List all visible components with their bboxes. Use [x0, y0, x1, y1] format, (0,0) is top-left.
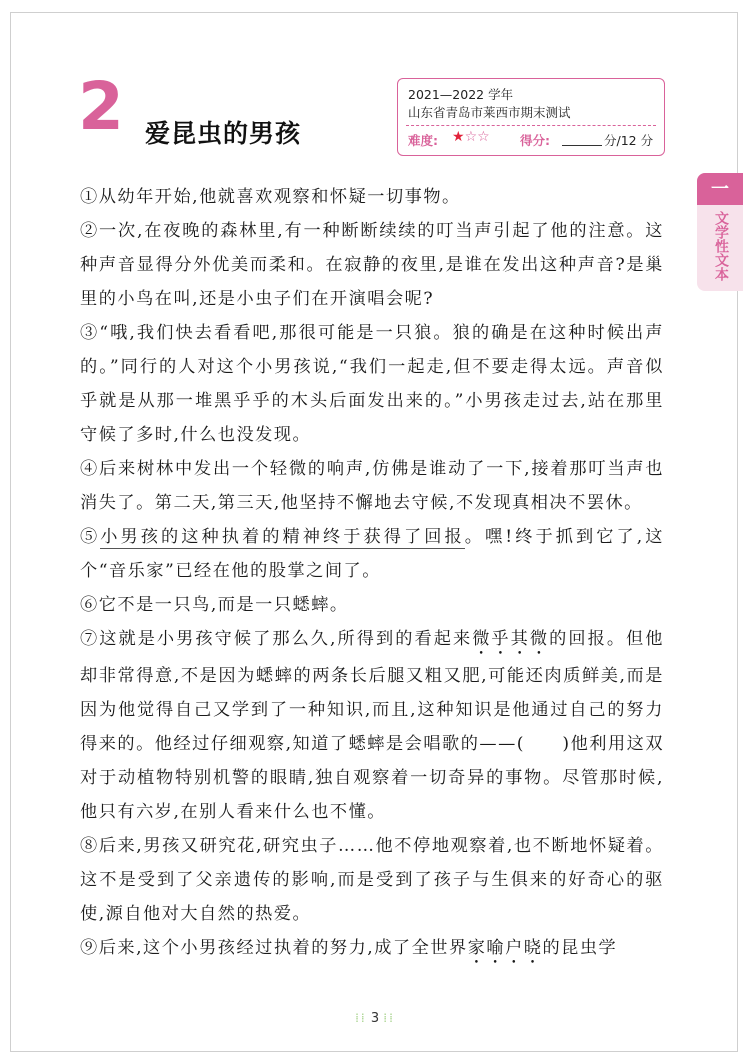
decor-left-icon: ⁞⁞: [355, 1011, 367, 1025]
paragraph-2: ②一次,在夜晚的森林里,有一种断断续续的叮当声引起了他的注意。这种声音显得分外优美而柔和。在寂静的夜里,是谁在发出这种声音?是巢里的小鸟在叫,还是小虫子们在开演唱会呢?: [80, 221, 664, 309]
paragraph-8: ⑧后来,男孩又研究花,研究虫子……他不停地观察着,也不断地怀疑着。这不是受到了父亲遗传的影响,而是受到了孩子与生俱来的好奇心的驱使,源自他对大自然的热爱。: [80, 836, 664, 924]
article-body: [80, 180, 664, 968]
emphasized-word: 家喻户晓: [467, 938, 543, 958]
underlined-sentence: 小男孩的这种执着的精神终于获得了回报: [100, 527, 465, 547]
lesson-number: 2: [78, 68, 124, 145]
exam-name: 山东省青岛市莱西市期末测试: [408, 105, 571, 120]
paragraph-5: [80, 520, 664, 588]
paragraph-9-before: ⑨后来,这个小男孩经过执着的努力,成了全世界: [80, 938, 468, 958]
star-empty-icon: ☆: [464, 129, 478, 145]
score-blank[interactable]: [562, 145, 602, 146]
divider: [406, 125, 656, 126]
paragraph-7-after: 的回报。但他却非常得意,不是因为蟋蟀的两条长后腿又粗又肥,可能还肉质鲜美,而是因为他觉得自己又学到了一种知识,而且,这种知识是他通过自己的努力得来的。他经过仔细观察,知道了蟋蟀是会唱歌的——( )他利用这双对于动植物特别机警的眼睛,独自观察着一切奇异的事物。尽管那时候,他只有六岁,在别人看来什么也不懂。: [80, 629, 665, 822]
score-label: 得分:: [520, 133, 550, 148]
side-tab-label: 文学性文本: [713, 211, 729, 281]
paragraph-5-prefix: ⑤: [80, 527, 101, 547]
paragraph-4: ④后来树林中发出一个轻微的响声,仿佛是谁动了一下,接着那叮当声也消失了。第二天,第三天,他坚持不懈地去守候,不发现真相决不罢休。: [80, 459, 664, 513]
score-total: 分/12 分: [604, 133, 654, 148]
page-footer: [0, 1011, 750, 1026]
paragraph-5-rest: 。嘿!终于抓到它了,这个“音乐家”已经在他的股掌之间了。: [80, 527, 664, 581]
difficulty-label: 难度:: [408, 133, 438, 148]
difficulty-stars: [452, 129, 490, 145]
page-number: 3: [370, 1011, 380, 1026]
side-tab-number: 一: [711, 179, 729, 200]
lesson-title: 爱昆虫的男孩: [145, 119, 302, 148]
star-filled-icon: ★: [452, 129, 465, 145]
decor-right-icon: ⁞⁞: [383, 1011, 395, 1025]
paragraph-7: [80, 622, 664, 829]
emphasized-word: 微乎其微: [472, 629, 550, 649]
exam-year: 2021—2022 学年: [408, 87, 514, 102]
paragraph-9: [80, 931, 664, 968]
star-empty-icon: ☆: [477, 129, 490, 145]
paragraph-6: ⑥它不是一只鸟,而是一只蟋蟀。: [80, 595, 349, 615]
paragraph-1: ①从幼年开始,他就喜欢观察和怀疑一切事物。: [80, 187, 461, 207]
paragraph-3: ③“哦,我们快去看看吧,那很可能是一只狼。狼的确是在这种时候出声的。”同行的人对这个小男孩说,“我们一起走,但不要走得太远。声音似乎就是从那一堆黑乎乎的木头后面发出来的。”小男孩走过去,站在那里守候了多时,什么也没发现。: [80, 323, 664, 445]
paragraph-9-after: 的昆虫学: [542, 938, 618, 958]
section-side-tab: [697, 173, 743, 291]
paragraph-7-before: ⑦这就是小男孩守候了那么久,所得到的看起来: [80, 629, 473, 649]
exam-info-box: [397, 78, 665, 156]
